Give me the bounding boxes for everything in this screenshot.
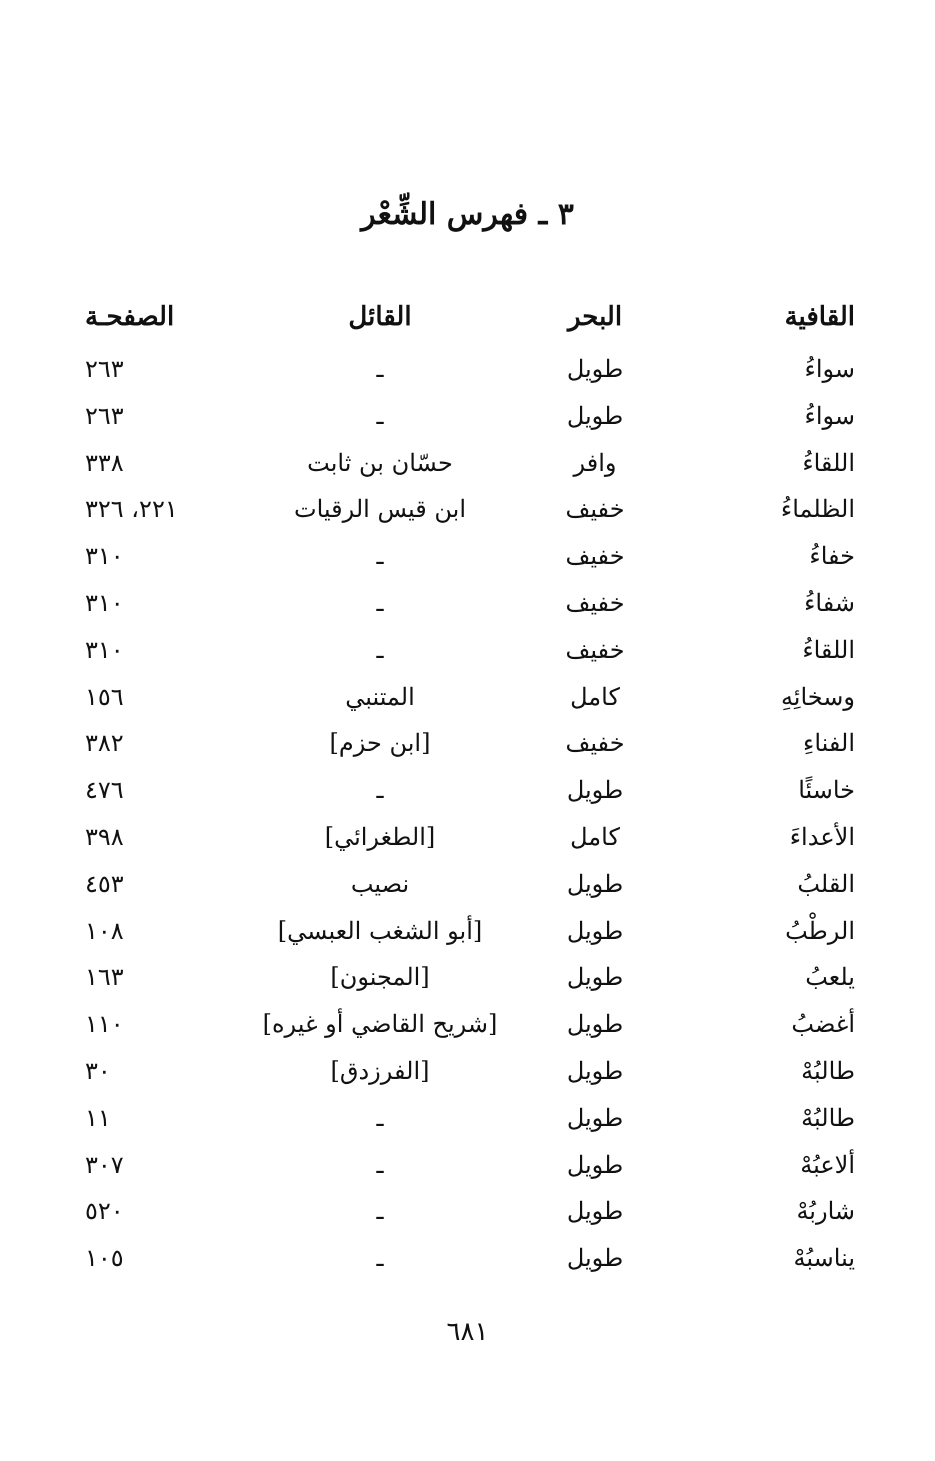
rhyme-cell: يلعبُ (805, 963, 855, 992)
rhyme-cell: اللقاءُ (802, 635, 855, 664)
page-cell: ٣٩٨ (85, 822, 124, 851)
poetry-index-table (85, 292, 855, 1282)
poet-cell: ـ (376, 1150, 384, 1179)
meter-cell: طويل (566, 1244, 624, 1273)
poet-cell: [المجنون] (330, 963, 430, 992)
rhyme-cell: ألاعبُهْ (800, 1150, 855, 1179)
poet-cell: حسّان بن ثابت (307, 448, 453, 477)
meter-cell: طويل (566, 1197, 624, 1226)
poet-cell: [الطغرائي] (324, 822, 436, 851)
page-cell: ١٥٦ (85, 682, 124, 711)
poet-cell: [ابن حزم] (329, 729, 431, 758)
poet-cell: ـ (376, 355, 384, 383)
poet-cell: ـ (376, 1244, 384, 1273)
rhyme-cell: القلبُ (797, 869, 855, 898)
meter-cell: طويل (566, 1010, 624, 1039)
meter-cell: خفيف (565, 588, 625, 617)
meter-cell: طويل (566, 963, 624, 992)
rhyme-cell: سواءُ (804, 401, 855, 430)
meter-cell: خفيف (565, 729, 625, 758)
poet-cell: [الفرزدق] (330, 1056, 430, 1085)
rhyme-cell: طالبُهْ (801, 1056, 855, 1085)
rhyme-cell: طالبُهْ (801, 1103, 855, 1132)
table-row (85, 767, 855, 814)
meter-cell: طويل (566, 916, 624, 945)
page-cell: ١٦٣ (85, 963, 124, 992)
page-cell: ٢٢١، ٣٢٦ (85, 495, 178, 524)
table-row (85, 533, 855, 580)
meter-cell: طويل (566, 776, 624, 805)
table-row (85, 1001, 855, 1048)
rhyme-cell: سواءُ (804, 355, 855, 383)
header-meter: البحر (567, 302, 623, 332)
meter-cell: طويل (566, 355, 624, 383)
poet-cell: ـ (376, 401, 384, 430)
table-row (85, 346, 855, 393)
table-row (85, 627, 855, 674)
table-row (85, 1142, 855, 1189)
table-row (85, 814, 855, 861)
page-number: ٦٨١ (446, 1317, 489, 1347)
poet-cell: ـ (376, 542, 384, 571)
table-row (85, 1188, 855, 1235)
page-cell: ٤٧٦ (85, 776, 124, 805)
page-cell: ٣١٠ (85, 588, 124, 617)
table-body (85, 346, 855, 1282)
page-cell: ٤٥٣ (85, 869, 124, 898)
page-cell: ١١٠ (85, 1010, 124, 1039)
rhyme-cell: اللقاءُ (802, 448, 855, 477)
poet-cell: ـ (376, 1197, 384, 1226)
poet-cell: [شريح القاضي أو غيره] (262, 1010, 498, 1039)
table-row (85, 440, 855, 487)
page-cell: ٣١٠ (85, 542, 124, 571)
table-row (85, 486, 855, 533)
page-cell: ٣٣٨ (85, 448, 124, 477)
table-row (85, 720, 855, 767)
poet-cell: ـ (376, 776, 384, 805)
page-cell: ٢٦٣ (85, 401, 124, 430)
meter-cell: طويل (566, 1056, 624, 1085)
rhyme-cell: الرطْبُ (785, 916, 855, 945)
page-cell: ٣٠ (85, 1056, 111, 1085)
table-header-row (85, 292, 855, 342)
table-row (85, 393, 855, 440)
meter-cell: طويل (566, 1150, 624, 1179)
poet-cell: المتنبي (345, 682, 415, 711)
page-cell: ٣٨٢ (85, 729, 124, 758)
table-row (85, 674, 855, 721)
poet-cell: ـ (376, 588, 384, 617)
poet-cell: ـ (376, 635, 384, 664)
header-page: الصفحـة (85, 302, 175, 332)
page-cell: ٢٦٣ (85, 355, 124, 383)
meter-cell: خفيف (565, 635, 625, 664)
rhyme-cell: الظلماءُ (780, 495, 855, 524)
table-row (85, 1095, 855, 1142)
poet-cell: [أبو الشغب العبسي] (277, 916, 483, 945)
poet-cell: ابن قيس الرقيات (293, 495, 467, 524)
header-poet: القائل (348, 302, 412, 332)
meter-cell: طويل (566, 401, 624, 430)
rhyme-cell: يناسبُهْ (793, 1244, 855, 1273)
rhyme-cell: شفاءُ (804, 588, 855, 617)
poet-cell: ـ (376, 1103, 384, 1132)
poet-cell: نصيب (350, 869, 410, 898)
rhyme-cell: الفناءِ (803, 729, 855, 758)
rhyme-cell: الأعداءَ (789, 822, 855, 851)
meter-cell: خفيف (565, 495, 625, 524)
page-cell: ١١ (85, 1103, 111, 1132)
page-cell: ٣١٠ (85, 635, 124, 664)
meter-cell: طويل (566, 1103, 624, 1132)
table-row (85, 1235, 855, 1282)
table-row (85, 1048, 855, 1095)
table-row (85, 954, 855, 1001)
page-cell: ٥٢٠ (85, 1197, 124, 1226)
table-row (85, 580, 855, 627)
table-row (85, 908, 855, 955)
rhyme-cell: خفاءُ (809, 542, 855, 571)
meter-cell: كامل (570, 682, 620, 711)
table-row (85, 861, 855, 908)
rhyme-cell: شاربُهْ (796, 1197, 855, 1226)
meter-cell: كامل (570, 822, 620, 851)
header-rhyme: القافية (784, 302, 855, 332)
rhyme-cell: أغضبُ (791, 1010, 855, 1039)
meter-cell: طويل (566, 869, 624, 898)
page-cell: ١٠٥ (85, 1244, 124, 1273)
page-cell: ٣٠٧ (85, 1150, 124, 1179)
meter-cell: خفيف (565, 542, 625, 571)
rhyme-cell: خاسئًا (798, 776, 855, 805)
rhyme-cell: وسخائِهِ (780, 682, 855, 711)
page-cell: ١٠٨ (85, 916, 124, 945)
meter-cell: وافر (573, 448, 617, 477)
page-title: ٣ ـ فهرس الشِّعْر (361, 197, 574, 232)
